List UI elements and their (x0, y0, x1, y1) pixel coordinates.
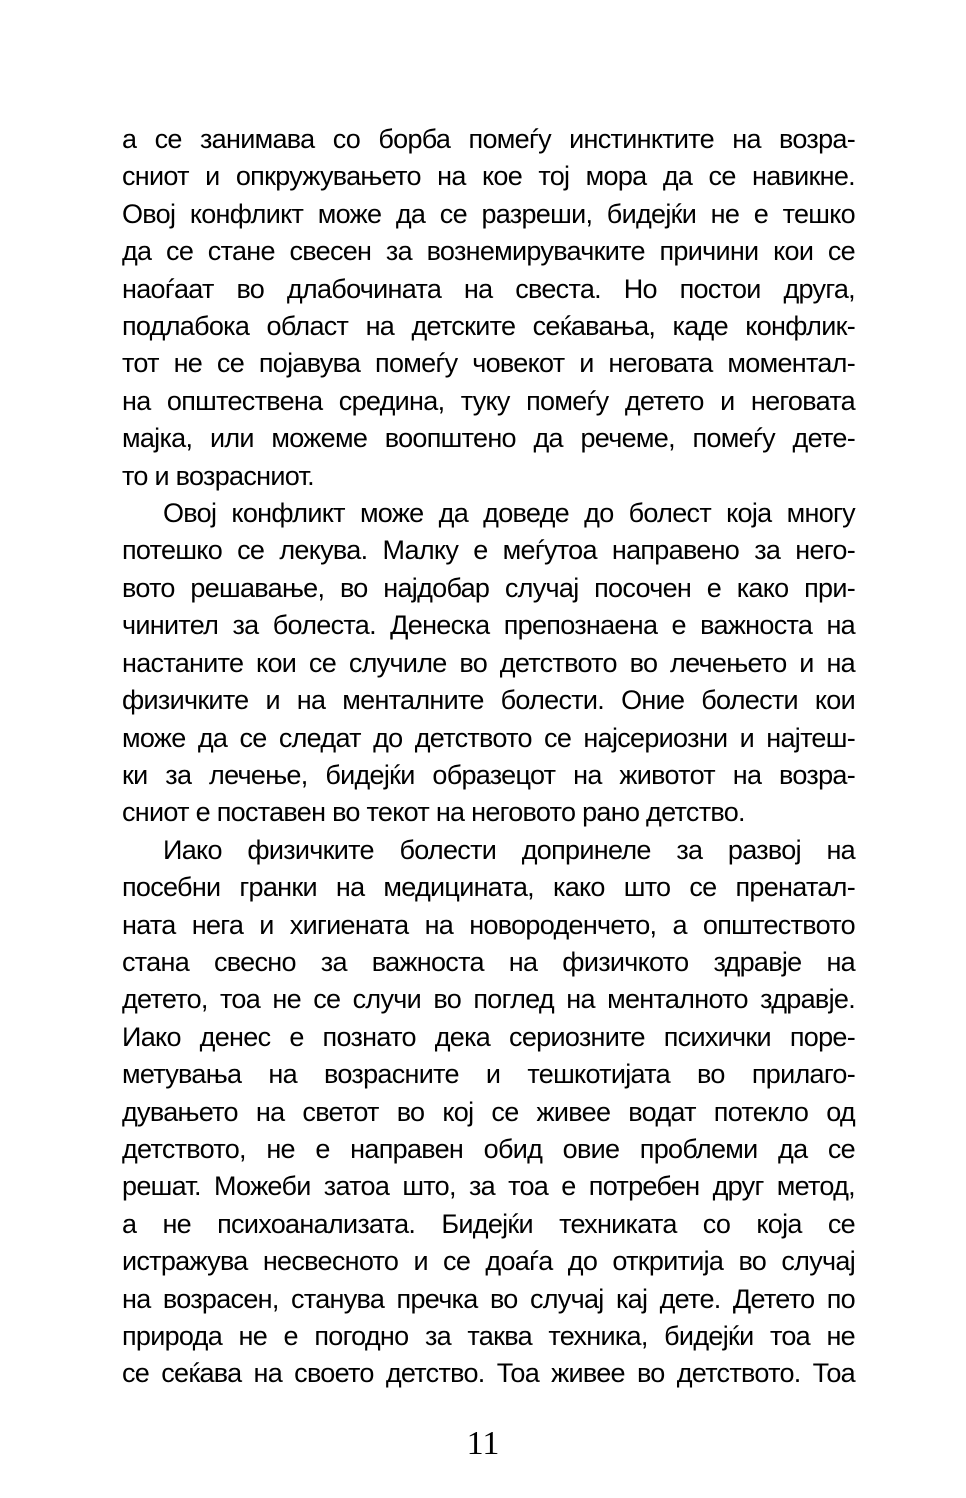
text-line: детето, тоа не се случи во поглед на менталното здравје. (122, 984, 855, 1015)
text-line: може да се следат до детството се најсериозни и најтеш- (122, 722, 855, 753)
text-line: посебни гранки на медицината, како што се пренатал- (122, 872, 855, 903)
text-line: ната нега и хигиената на новороденчето, а општеството (122, 909, 855, 940)
text-line: наоѓаат во длабочината на свеста. Но постои друга, (122, 273, 855, 304)
text-line: а не психоанализата. Бидејќи техниката со која се (122, 1208, 855, 1239)
text-line: Овој конфликт може да се разреши, бидејќи не е тешко (122, 198, 855, 229)
text-line: Иако физичките болести допринеле за развој на (163, 834, 855, 865)
text-line: ки за лечење, бидејќи образецот на животот на возра- (122, 759, 855, 790)
text-line: на општествена средина, туку помеѓу детето и неговата (122, 385, 855, 416)
text-line: детството, не е направен обид овие проблеми да се (122, 1133, 855, 1164)
text-line: Иако денес е познато дека сериозните психички поре- (122, 1021, 855, 1052)
text-line: Овој конфликт може да доведе до болест која многу (163, 498, 855, 529)
text-line: тот не се појавува помеѓу човекот и неговата моментал- (122, 348, 855, 379)
text-line: се сеќава на своето детство. Тоа живее во детството. Тоа (122, 1358, 855, 1389)
text-line: физичките и на менталните болести. Оние болести кои (122, 685, 855, 716)
body-text (122, 121, 855, 1393)
text-line: мајка, или можеме воопштено да речеме, помеѓу дете- (122, 423, 855, 454)
text-line: то и возрасниот. (122, 460, 314, 491)
text-line: да се стане свесен за вознемирувачките причини кои се (122, 236, 855, 267)
paragraph (122, 832, 855, 1393)
text-line: природа не е погодно за таква техника, бидејќи тоа не (122, 1321, 855, 1351)
text-line: чинител за болеста. Денеска препознаена е важноста на (122, 610, 855, 641)
text-line: дувањето на светот во кој се живее водат потекло од (122, 1096, 855, 1127)
text-line: а се занимава со борба помеѓу инстинктите на возра- (122, 124, 855, 154)
text-line: подлабока област на детските сеќавања, каде конфлик- (122, 311, 855, 342)
text-line: вото решавање, во најдобар случај посочен е како при- (122, 572, 855, 603)
text-line: на возрасен, станува пречка во случај кај дете. Детето по (122, 1283, 855, 1314)
page-number: 11 (466, 1425, 500, 1462)
text-line: метувања на возрасните и тешкотијата во прилаго- (122, 1059, 855, 1090)
text-line: сниот е поставен во текот на неговото рано детство. (122, 797, 745, 828)
text-line: решат. Можеби затоа што, за тоа е потребен друг метод, (122, 1171, 855, 1202)
text-line: сниот и опкружувањето на кое тој мора да се навикне. (122, 161, 855, 192)
text-line: стана свесно за важноста на физичкото здравје на (122, 946, 855, 977)
paragraph (122, 495, 855, 832)
text-line: настаните кои се случиле во детството во лечењето и на (122, 647, 855, 678)
text-line: потешко се лекува. Малку е меѓутоа направено за него- (122, 535, 855, 566)
paragraph (122, 121, 855, 495)
text-line: истражува несвесното и се доаѓа до откритија во случај (122, 1246, 855, 1277)
